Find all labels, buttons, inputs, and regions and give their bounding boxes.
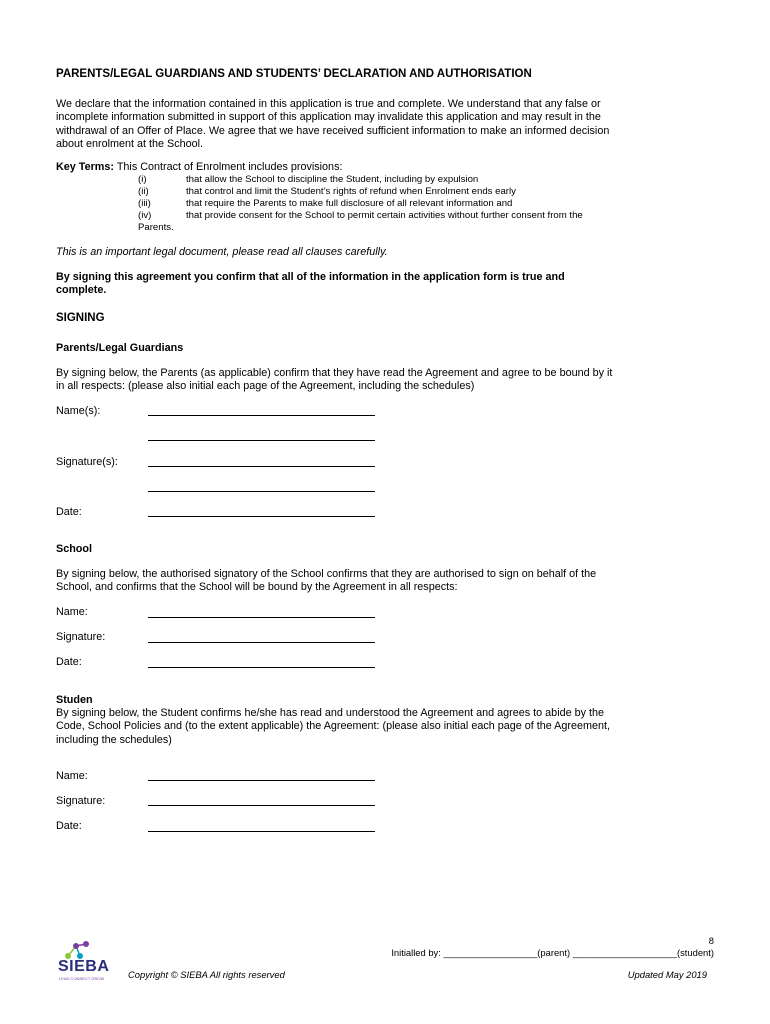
school-signature-line[interactable] [148,642,375,643]
parents-paragraph [56,367,676,394]
page-title: PARENTS/LEGAL GUARDIANS AND STUDENTS’ DECLARATION AND AUTHORISATION [56,68,532,80]
confirmation-line: By signing this agreement you confirm that all of the information in the application form is true and [56,271,565,283]
provision-text: that allow the School to discipline the Student, including by expulsion [186,174,479,185]
student-name-line[interactable] [148,780,375,781]
key-terms-text: This Contract of Enrolment includes provisions: [116,161,343,173]
key-terms-label: Key Terms: [56,161,115,173]
student-date-line[interactable] [148,831,375,832]
parents-signature-line-2[interactable] [148,491,375,492]
confirmation-statement [56,271,676,298]
parents-date-line[interactable] [148,516,375,517]
provision-text: that control and limit the Student’s rights of refund when Enrolment ends early [186,186,516,197]
declaration-line: incomplete information submitted in support of this application may invalidate this application and may result in the [56,111,601,124]
school-paragraph [56,568,676,595]
school-date-line[interactable] [148,667,375,668]
student-line: By signing below, the Student confirms he/she has read and understood the Agreement and agrees to abide by the [56,707,605,719]
school-date-label: Date: [56,656,82,668]
provision-number: (iii) [138,198,151,209]
school-line: By signing below, the authorised signatory of the School confirms that they are authorised to sign on behalf of the [56,568,597,580]
declaration-line: We declare that the information contained in this application is true and complete. We understand that any false or [56,98,601,110]
parents-signatures-label: Signature(s): [56,456,118,468]
parents-line: in all respects: (please also initial each page of the Agreement, including the schedules) [56,380,475,393]
school-line: School, and confirms that the School will be bound by the Agreement in all respects: [56,581,458,594]
school-heading: School [56,543,92,555]
confirmation-line: complete. [56,284,107,297]
provision-continuation: Parents. [138,222,174,233]
copyright: Copyright © SIEBA All rights reserved [128,969,285,980]
logo-mark-icon [58,938,118,960]
initialled-by: Initialled by: __________________(parent) ____________________(student) [391,947,714,958]
sieba-logo [58,938,118,982]
parents-heading: Parents/Legal Guardians [56,342,184,354]
parents-name-line-1[interactable] [148,415,375,416]
declaration-line: withdrawal of an Offer of Place. We agree that we have received sufficient information to make an informed decision [56,124,610,137]
declaration-line: about enrolment at the School. [56,138,204,151]
provision-text: that provide consent for the School to permit certain activities without further consent from the [186,210,583,221]
student-paragraph [56,707,676,747]
logo-wordmark: SIEBA [58,958,110,975]
school-signature-label: Signature: [56,631,106,643]
page-number: 8 [708,935,714,946]
signing-heading: SIGNING [56,312,105,324]
school-name-line[interactable] [148,617,375,618]
student-heading: Studen [56,694,93,706]
parents-name-line-2[interactable] [148,440,375,441]
student-line: Code, School Policies and (to the extent applicable) the Agreement: (please also initial each page of the Agreement, [56,720,610,733]
legal-notice: This is an important legal document, please read all clauses carefully. [56,246,388,258]
student-name-label: Name: [56,770,88,782]
provision-number: (i) [138,174,147,185]
parents-signature-line-1[interactable] [148,466,375,467]
parents-names-label: Name(s): [56,405,101,417]
school-name-label: Name: [56,606,88,618]
provision-number: (ii) [138,186,149,197]
parents-line: By signing below, the Parents (as applicable) confirm that they have read the Agreement and agree to be bound by it [56,367,613,379]
declaration-paragraph [56,98,676,152]
student-signature-line[interactable] [148,805,375,806]
student-signature-label: Signature: [56,795,106,807]
key-terms-intro [56,161,676,174]
parents-date-label: Date: [56,506,82,518]
logo-tagline: LEAD CONNECT GROW [59,976,105,981]
provision-number: (iv) [138,210,152,221]
student-date-label: Date: [56,820,82,832]
student-line: including the schedules) [56,733,172,746]
provision-text: that require the Parents to make full disclosure of all relevant information and [186,198,513,209]
updated-date: Updated May 2019 [627,969,707,980]
